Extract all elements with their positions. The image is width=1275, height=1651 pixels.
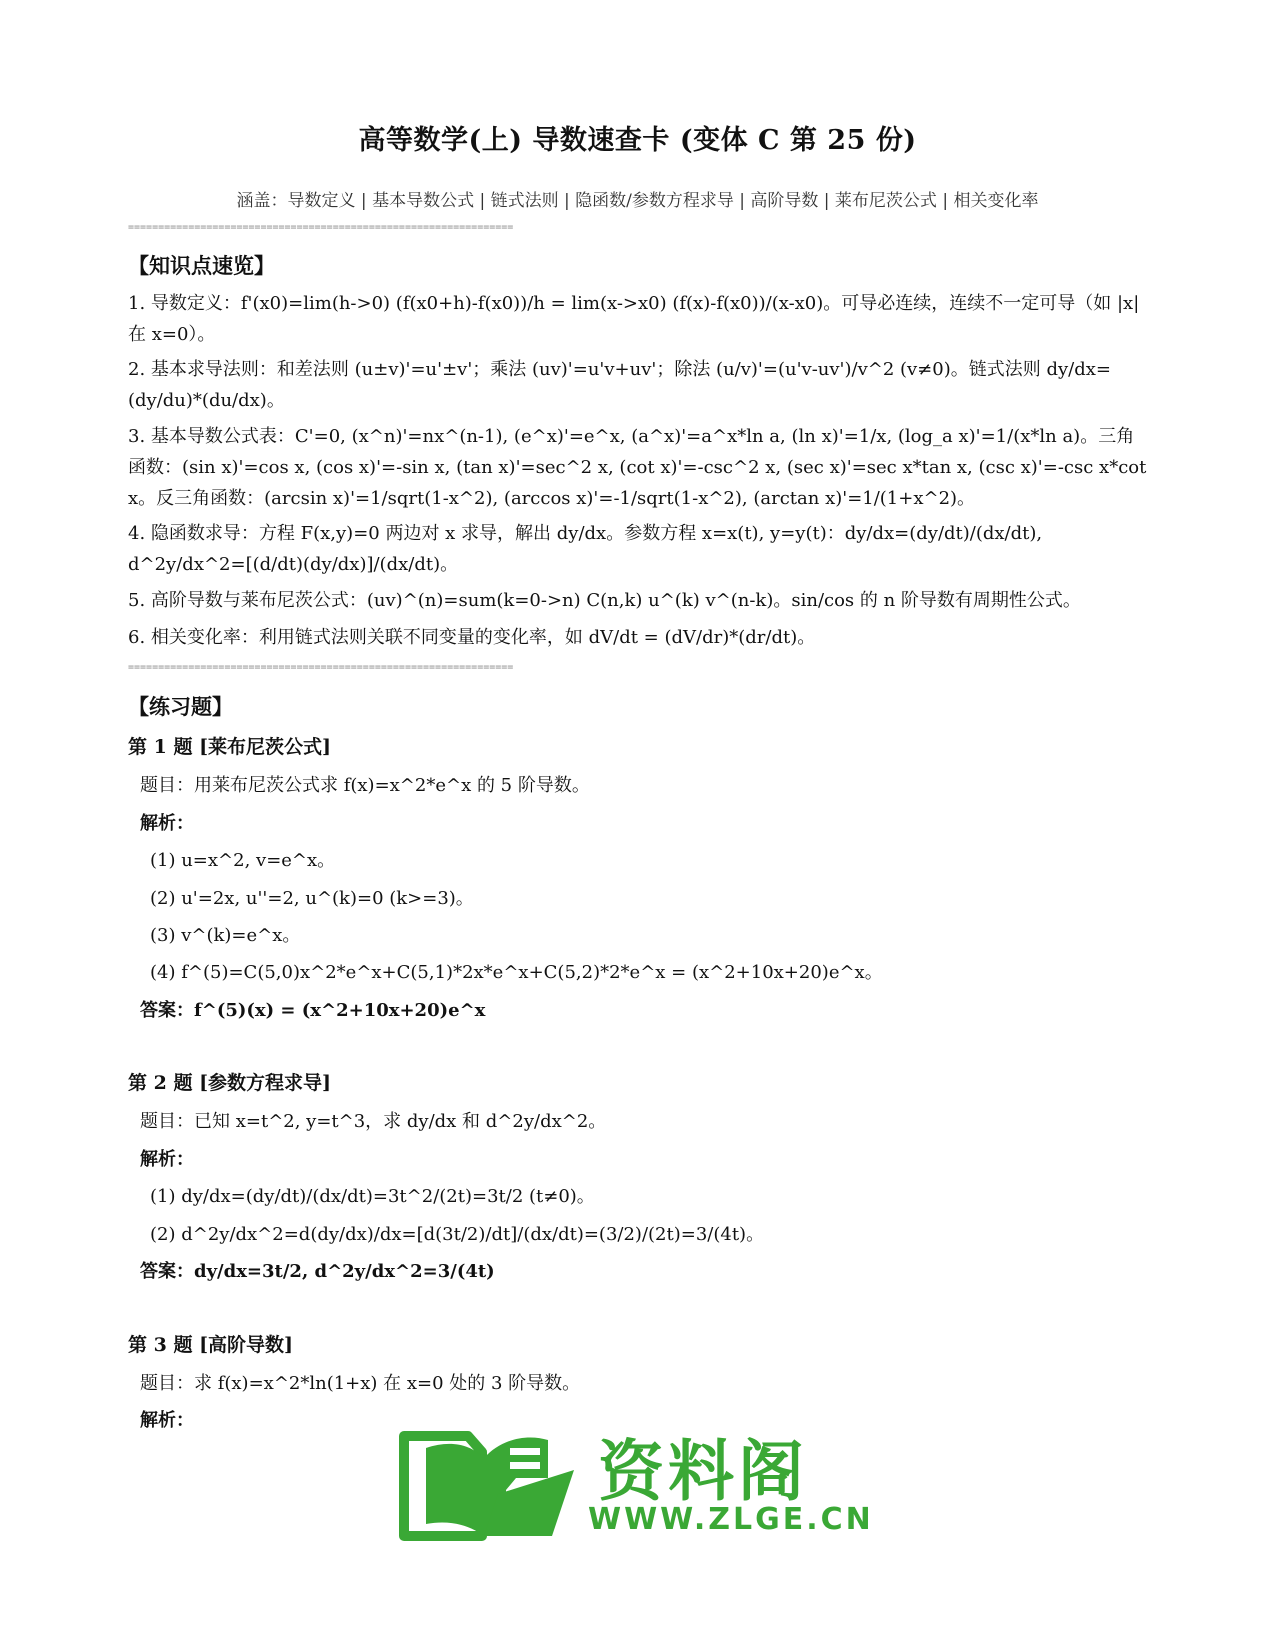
knowledge-heading: 【知识点速览】 [128, 253, 275, 278]
question-2-step-1: (1) dy/dx=(dy/dt)/(dx/dt)=3t^2/(2t)=3t/2 (t≠0)。 [150, 1186, 595, 1207]
question-3-analysis-label: 解析： [140, 1410, 194, 1431]
knowledge-item-6: 6. 相关变化率：利用链式法则关联不同变量的变化率，如 dV/dt = (dV/dr)*(dr/dt)。 [128, 627, 816, 648]
page-title: 高等数学(上) 导数速查卡 (变体 C 第 25 份) [358, 125, 917, 156]
question-2-answer: 答案：dy/dx=3t/2, d^2y/dx^2=3/(4t) [140, 1261, 495, 1282]
question-1-heading: 第 1 题 [莱布尼茨公式] [128, 736, 332, 758]
knowledge-item-3: 3. 基本导数公式表：C'=0, (x^n)'=nx^(n-1), (e^x)'=e^x, (a^x)'=a^x*ln a, (ln x)'=1/x, (log_a x)'=1/(x*ln a)。三角函数：(sin x)'=cos x, (cos x)'=-sin x, (tan x)'=sec^2 x, (cot x)'=-csc^2 x, (sec x)'=sec x*tan x, (csc x)'=-csc x*cot x。反三角函数：(arcsin x)'=1/sqrt(1-x^2), (arccos x)'=-1/sqrt(1-x^2), (arctan x)'=1/(1+x^2)。 [128, 426, 1147, 509]
watermark-url: WWW.ZLGE.CN [588, 1502, 874, 1537]
question-1-step-3: (3) v^(k)=e^x。 [150, 925, 301, 946]
question-1-answer: 答案：f^(5)(x) = (x^2+10x+20)e^x [140, 1000, 486, 1021]
question-2-step-2: (2) d^2y/dx^2=d(dy/dx)/dx=[d(3t/2)/dt]/(dx/dt)=(3/2)/(2t)=3/(4t)。 [150, 1224, 765, 1245]
question-2-heading: 第 2 题 [参数方程求导] [128, 1072, 332, 1094]
knowledge-item-1: 1. 导数定义：f'(x0)=lim(h->0) (f(x0+h)-f(x0))/h = lim(x->x0) (f(x)-f(x0))/(x-x0)。可导必连续，连续不一定可导（如 |x|在 x=0）。 [128, 293, 1140, 345]
question-3-heading: 第 3 题 [高阶导数] [128, 1334, 294, 1356]
separator-line: ================================================================ [128, 662, 514, 673]
page-subtitle: 涵盖：导数定义 | 基本导数公式 | 链式法则 | 隐函数/参数方程求导 | 高阶导数 | 莱布尼茨公式 | 相关变化率 [236, 191, 1039, 211]
question-1-step-4: (4) f^(5)=C(5,0)x^2*e^x+C(5,1)*2x*e^x+C(5,2)*2*e^x = (x^2+10x+20)e^x。 [150, 962, 883, 983]
separator-line: ================================================================ [128, 222, 514, 233]
question-1-step-2: (2) u'=2x, u''=2, u^(k)=0 (k>=3)。 [150, 888, 474, 909]
knowledge-item-5: 5. 高阶导数与莱布尼茨公式：(uv)^(n)=sum(k=0->n) C(n,k) u^(k) v^(n-k)。sin/cos 的 n 阶导数有周期性公式。 [128, 590, 1081, 611]
open-book-folder-icon [398, 1418, 583, 1543]
question-2-analysis-label: 解析： [140, 1149, 194, 1170]
watermark-logo [398, 1418, 874, 1573]
question-3-text: 题目：求 f(x)=x^2*ln(1+x) 在 x=0 处的 3 阶导数。 [140, 1373, 581, 1394]
question-1-analysis-label: 解析： [140, 813, 194, 834]
question-1-step-1: (1) u=x^2, v=e^x。 [150, 850, 336, 871]
knowledge-item-4: 4. 隐函数求导：方程 F(x,y)=0 两边对 x 求导，解出 dy/dx。参数方程 x=x(t), y=y(t)：dy/dx=(dy/dt)/(dx/dt), d^2y/dx^2=[(d/dt)(dy/dx)]/(dx/dt)。 [128, 523, 1043, 575]
question-2-text: 题目：已知 x=t^2, y=t^3，求 dy/dx 和 d^2y/dx^2。 [140, 1111, 607, 1132]
question-1-text: 题目：用莱布尼茨公式求 f(x)=x^2*e^x 的 5 阶导数。 [140, 775, 590, 796]
knowledge-item-2: 2. 基本求导法则：和差法则 (u±v)'=u'±v'；乘法 (uv)'=u'v+uv'；除法 (u/v)'=(u'v-uv')/v^2 (v≠0)。链式法则 dy/dx=(dy/du)*(du/dx)。 [128, 359, 1111, 411]
exercises-heading: 【练习题】 [128, 694, 233, 719]
watermark-brand: 资料阁 [598, 1433, 808, 1510]
